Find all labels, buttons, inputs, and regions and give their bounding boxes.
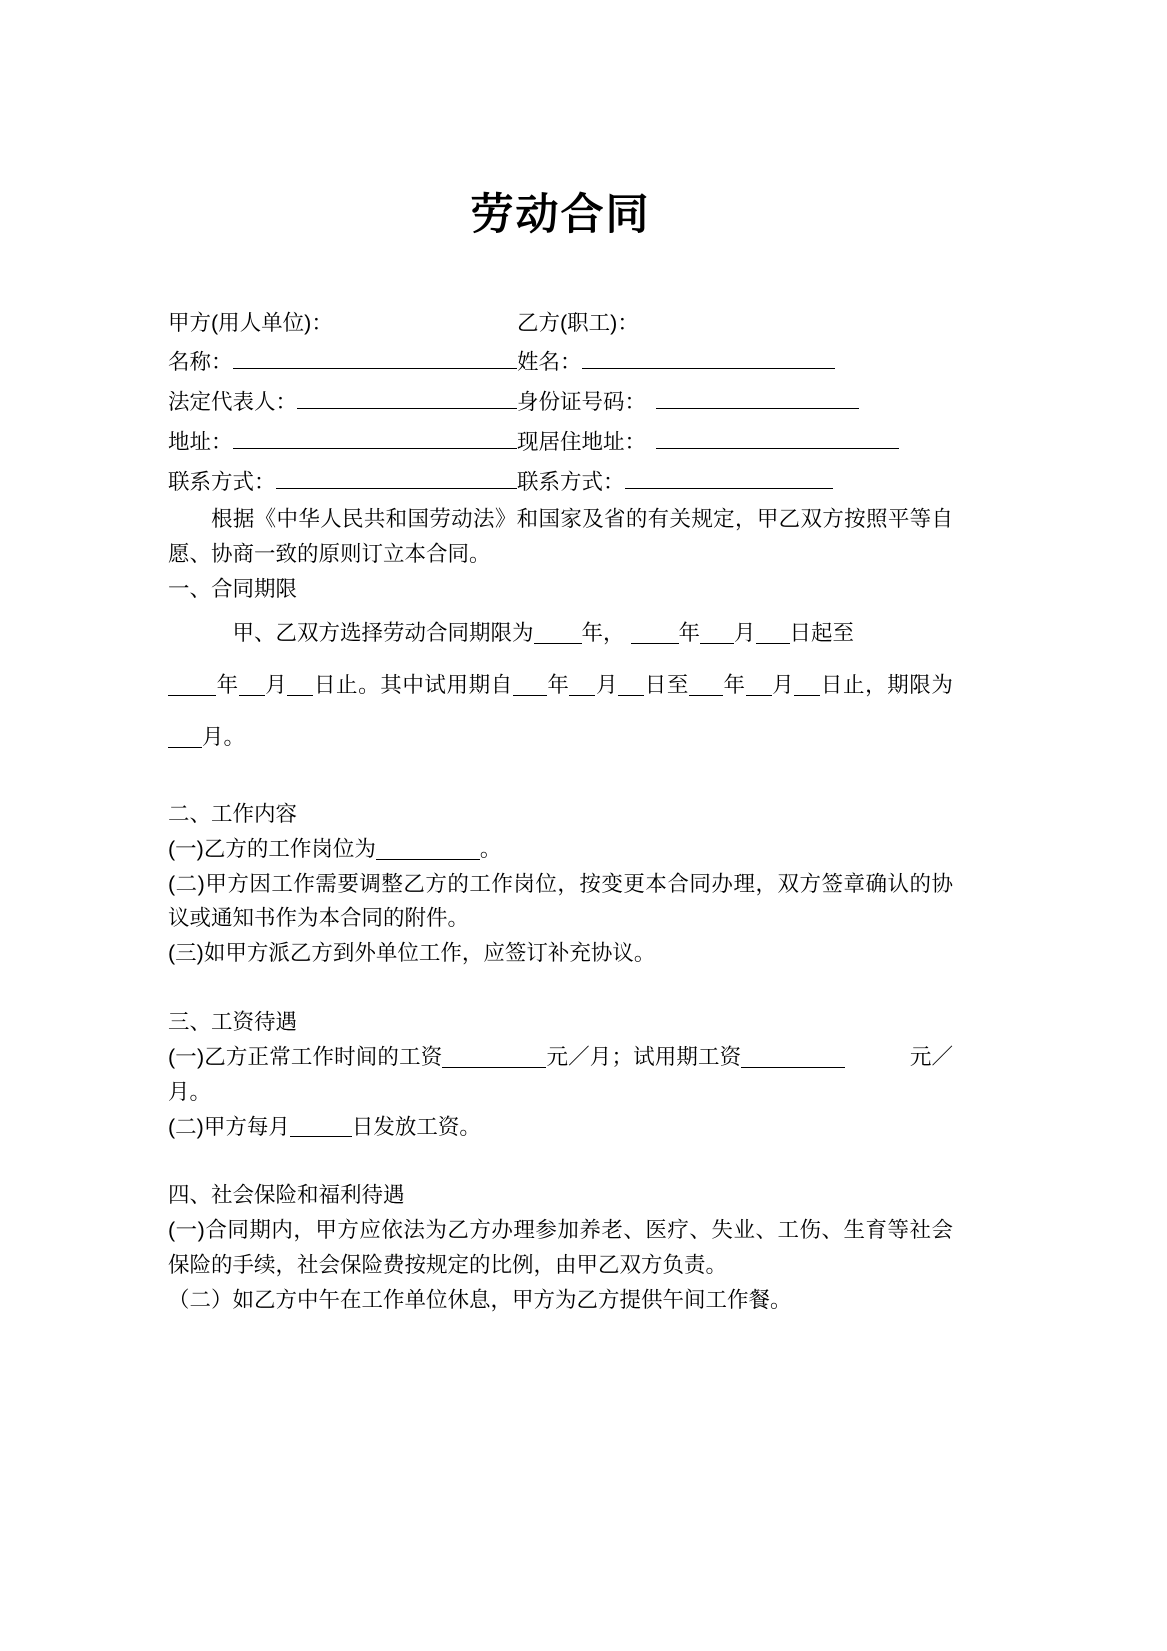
employee-name-input-rule[interactable] (582, 347, 835, 370)
term-text-2h: 月 (771, 672, 795, 697)
employee-address-field (517, 423, 953, 463)
employee-name-label: 姓名： (517, 350, 582, 375)
term-text-b: 年 (678, 620, 701, 645)
legal-representative-field (168, 383, 517, 423)
legal-representative-label: 法定代表人： (168, 390, 298, 415)
id-number-label: 身份证号码： (517, 390, 647, 415)
term-text-2g: 年 (722, 672, 746, 697)
wage-clause-2 (168, 1110, 953, 1145)
probation-end-month-blank[interactable] (746, 672, 772, 696)
employer-name-label: 名称： (168, 350, 233, 375)
contract-term-block (168, 607, 953, 763)
work-clause-1-text-before: 乙方的工作岗位为 (203, 836, 376, 861)
preamble-paragraph: 根据《中华人民共和国劳动法》和国家及省的有关规定，甲乙双方按照平等自愿、协商一致的原则订立本合同。 (168, 507, 953, 567)
pay-text-2: 日发放工资。 (351, 1114, 481, 1139)
id-number-input-rule[interactable] (656, 387, 859, 410)
probation-wage-blank[interactable] (741, 1044, 845, 1068)
term-start-month-blank[interactable] (700, 620, 734, 644)
term-text-2d: 年 (546, 672, 570, 697)
party-row (168, 343, 953, 383)
term-end-year-blank[interactable] (168, 672, 216, 696)
employee-contact-label: 联系方式： (517, 469, 625, 494)
probation-start-year-blank[interactable] (513, 672, 547, 696)
employee-contact-field (517, 463, 953, 503)
term-text-3a: 止，期限为 (843, 672, 953, 697)
section-heading-work-content: 二、工作内容 (168, 801, 298, 826)
insurance-clause-2 (168, 1283, 953, 1318)
pay-text-1: 甲方每月 (203, 1114, 290, 1139)
probation-start-month-blank[interactable] (569, 672, 595, 696)
term-start-day-blank[interactable] (756, 620, 790, 644)
work-clause-1-text-after: 。 (479, 836, 502, 861)
work-clause-1-marker: (一) (168, 836, 204, 861)
employee-name-field (517, 343, 953, 383)
work-clause-1 (168, 832, 953, 867)
insurance-clause-2-text: 如乙方中午在工作单位休息，甲方为乙方提供午间工作餐。 (232, 1287, 792, 1312)
term-text-a: 年， (581, 620, 625, 645)
party-information-block (168, 304, 953, 503)
term-text-2e: 月 (595, 672, 619, 697)
payday-blank[interactable] (290, 1114, 352, 1138)
work-clause-2-marker: (二) (168, 871, 205, 896)
employer-contact-input-rule[interactable] (276, 466, 517, 489)
party-row (168, 423, 953, 463)
wage-clause-2-marker: (二) (168, 1114, 204, 1139)
term-text-2i: 日 (820, 672, 844, 697)
employee-contact-input-rule[interactable] (625, 466, 833, 489)
document-body (168, 0, 953, 1318)
insurance-clause-1-marker: (一) (168, 1218, 205, 1243)
work-clause-3-text: 如甲方派乙方到外单位工作，应签订补充协议。 (203, 941, 656, 966)
employee-heading-label: 乙方(职工)： (517, 310, 639, 335)
section-heading-wages: 三、工资待遇 (168, 1010, 298, 1035)
term-text-d: 日起至 (789, 620, 855, 645)
employer-address-input-rule[interactable] (233, 426, 517, 449)
insurance-clause-2-marker: （二） (168, 1287, 233, 1312)
employer-name-field (168, 343, 517, 383)
term-text-c: 月 (734, 620, 756, 645)
employer-heading-label: 甲方(用人单位)： (168, 310, 333, 335)
id-number-field (517, 383, 953, 423)
job-position-blank[interactable] (376, 836, 480, 860)
wage-clause-1 (168, 1040, 953, 1110)
probation-months-blank[interactable] (168, 724, 202, 748)
probation-end-year-blank[interactable] (689, 672, 723, 696)
work-clause-2-text: 甲方因工作需要调整乙方的工作岗位，按变更本合同办理，双方签章确认的协议或通知书作为本合同的附件。 (168, 871, 953, 931)
probation-start-day-blank[interactable] (618, 672, 644, 696)
wage-text-4: ／月。 (168, 1044, 953, 1104)
term-prefix-text: 甲、乙双方选择劳动合同期限为 (232, 620, 534, 645)
legal-representative-input-rule[interactable] (297, 387, 517, 410)
section-heading-insurance: 四、社会保险和福利待遇 (168, 1183, 405, 1208)
term-end-month-blank[interactable] (239, 672, 265, 696)
probation-end-day-blank[interactable] (794, 672, 820, 696)
work-clause-2 (168, 867, 953, 937)
term-years-blank[interactable] (534, 620, 582, 644)
employer-name-input-rule[interactable] (233, 347, 517, 370)
wage-text-3: 元 (909, 1044, 932, 1069)
employer-address-label: 地址： (168, 429, 233, 454)
page-title: 劳动合同 (470, 191, 651, 239)
work-clause-3 (168, 936, 953, 971)
section-heading-term: 一、合同期限 (168, 577, 298, 602)
insurance-clause-1 (168, 1213, 953, 1283)
term-text-2c: 日止。其中试用期自 (313, 672, 513, 697)
wage-text-2: 元／月；试用期工资 (546, 1044, 742, 1069)
wage-clause-1-marker: (一) (168, 1044, 205, 1069)
term-text-2f: 日至 (644, 672, 689, 697)
normal-wage-blank[interactable] (442, 1044, 546, 1068)
employee-address-label: 现居住地址： (517, 429, 647, 454)
wage-text-1: 乙方正常工作时间的工资 (204, 1044, 443, 1069)
employer-contact-field (168, 463, 517, 503)
term-text-2a: 年 (216, 672, 239, 697)
term-end-day-blank[interactable] (287, 672, 313, 696)
employee-address-input-rule[interactable] (656, 426, 899, 449)
employer-address-field (168, 423, 517, 463)
term-start-year-blank[interactable] (631, 620, 679, 644)
employer-contact-label: 联系方式： (168, 469, 276, 494)
party-row (168, 383, 953, 423)
party-row (168, 463, 953, 503)
term-text-3b: 月。 (202, 724, 246, 749)
party-heading-row (168, 304, 953, 344)
work-clause-3-marker: (三) (168, 941, 204, 966)
term-text-2b: 月 (264, 672, 288, 697)
employee-heading-cell (517, 304, 953, 344)
employer-heading-cell (168, 304, 517, 344)
insurance-clause-1-text: 合同期内，甲方应依法为乙方办理参加养老、医疗、失业、工伤、生育等社会保险的手续，社会保险费按规定的比例，由甲乙双方负责。 (168, 1218, 953, 1278)
